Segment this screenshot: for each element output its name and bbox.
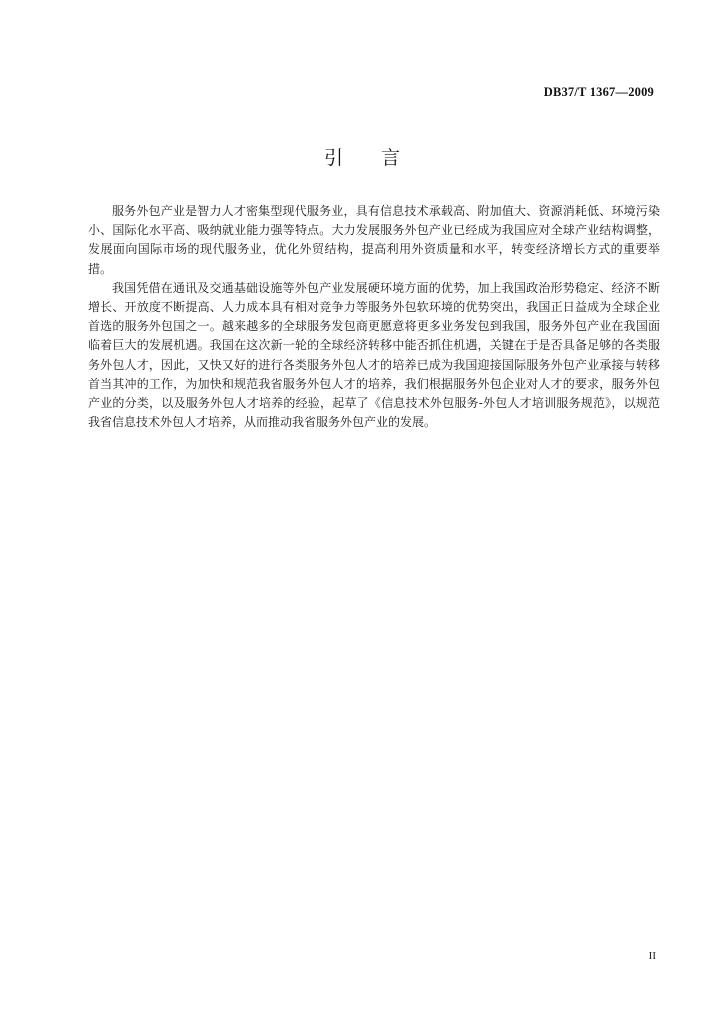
introduction-body bbox=[88, 202, 660, 432]
paragraph-1: 服务外包产业是智力人才密集型现代服务业，具有信息技术承载高、附加值大、资源消耗低、环境污染小、国际化水平高、吸纳就业能力强等特点。大力发展服务外包产业已经成为我国应对全球产业结构调整，发展面向国际市场的现代服务业，优化外贸结构，提高利用外资质量和水平，转变经济增长方式的重要举措。 bbox=[88, 204, 660, 276]
paragraph-2: 我国凭借在通讯及交通基础设施等外包产业发展硬环境方面的优势，加上我国政治形势稳定、经济不断增长、开放度不断提高、人力成本具有相对竞争力等服务外包软环境的优势突出，我国正日益成为全球企业首选的服务外包国之一。越来越多的全球服务发包商更愿意将更多业务发包到我国，服务外包产业在我国面临着巨大的发展机遇。我国在这次新一轮的全球经济转移中能否抓住机遇，关键在于是否具备足够的各类服务外包人才，因此，又快又好的进行各类服务外包人才的培养已成为我国迎接国际服务外包产业承接与转移首当其冲的工作，为加快和规范我省服务外包人才的培养，我们根据服务外包企业对人才的要求，服务外包产业的分类，以及服务外包人才培养的经验，起草了《信息技术外包服务-外包人才培训服务规范》，以规范我省信息技术外包人才培养，从而推动我省服务外包产业的发展。 bbox=[88, 280, 660, 430]
page-number: II bbox=[648, 950, 656, 962]
page-title: 引言 bbox=[323, 147, 438, 169]
standard-code: DB37/T 1367—2009 bbox=[543, 85, 654, 99]
